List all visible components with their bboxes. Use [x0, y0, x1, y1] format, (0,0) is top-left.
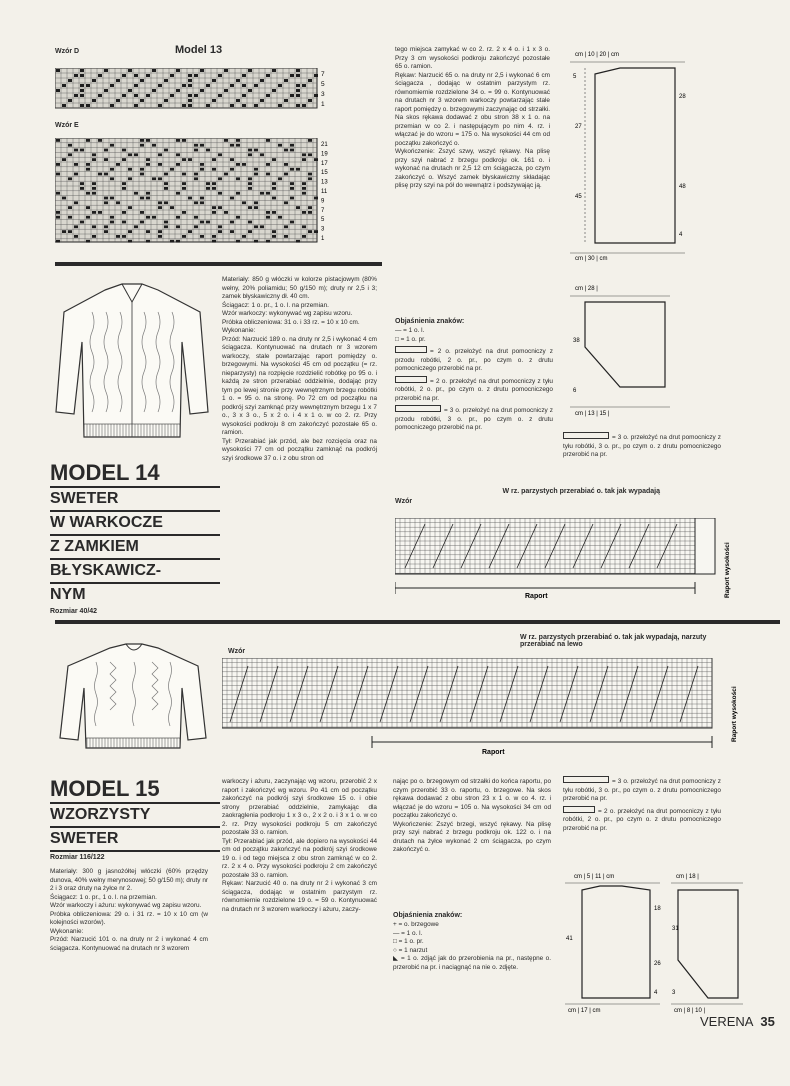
model-14-legend	[395, 318, 553, 433]
model-14-sweater-illustration	[50, 272, 210, 452]
model-15-legend	[393, 912, 551, 972]
wzor-d-label: Wzór D	[55, 48, 80, 55]
legend-item: ◣ = 1 o. zdjąć jak do przerobienia na pr., następne o. przerobić na pr. i naciągnąć na nie o. zdjęte.	[393, 955, 551, 971]
svg-text:38: 38	[573, 338, 580, 344]
svg-text:6: 6	[573, 388, 577, 394]
model-14-title-line1: SWETER	[50, 490, 119, 507]
magazine-brand: VERENA	[700, 1014, 753, 1029]
model-15-stitch-chart	[222, 658, 762, 760]
svg-text:1: 1	[321, 236, 325, 242]
svg-text:Raport: Raport	[482, 749, 505, 756]
model-15-instructions: warkoczy i ażuru, zaczynając wg wzoru, przerobić 2 x raport i zakończyć wg wzoru. Po 41 cm od początku zakończyć na podkrój szyi środkowe 15 o. i obie strony przerabiać oddzielnie, zamykając dla zaokrąglenia podkroju 1 x 3 o., 2 x 2 o. i 3 x 1 o. w co 2. rz. Przy wysokości podkroju 5 cm zakończyć pozostałe 33 o. ramion. Tył: Przerabiać jak przód, ale dopiero na wysokości 44 cm od początku zakończyć na podkrój szyi środkowe 19 o. i od tego miejsca z obu stron zamknąć w co 2. rz. 2 x 4 o. Przy wysokości podkroju 2 cm zakończyć pozostałe 33 o. ramion. Rękaw: Narzucić 40 o. na druty nr 2 i wykonać 3 cm ściągacza, dodając w ostatnim parzystym rz. równomiernie rozdzielone 19 o. = 59 o. Kontynuować na drutach nr 3 wzorem warkoczy i ażuru, zaczy-	[222, 778, 377, 913]
svg-text:5: 5	[573, 74, 577, 80]
model-14-title-line3: Z ZAMKIEM	[50, 538, 139, 555]
svg-text:31: 31	[672, 926, 679, 932]
footer	[700, 1014, 775, 1029]
model-15-chart-label: Wzór	[228, 648, 246, 655]
legend-title: Objaśnienia znaków:	[395, 318, 465, 325]
legend-item: = 3 o. przełożyć na drut pomocniczy z przodu robótki, 3 o. pr., po czym o. z drutu pomocniczego przerobić na pr.	[395, 407, 553, 431]
model-14-title-line2: W WARKOCZE	[50, 514, 163, 531]
legend-item: — = 1 o. l.	[395, 327, 425, 334]
wzor-e-chart	[55, 138, 340, 246]
model-15-sweater-illustration	[50, 638, 210, 758]
svg-text:Raport wysokości: Raport wysokości	[731, 686, 738, 742]
svg-text:Raport wysokości: Raport wysokości	[724, 542, 731, 598]
legend-item: — = 1 o. l.	[393, 929, 423, 937]
svg-text:cm | 30 | cm: cm | 30 | cm	[575, 256, 608, 262]
wzor-d-chart	[55, 68, 335, 110]
svg-text:cm | 17 | cm: cm | 17 | cm	[568, 1008, 601, 1014]
svg-text:cm | 18 |: cm | 18 |	[676, 874, 699, 880]
row-label: 7	[321, 71, 325, 78]
legend-item: = 2 o. przełożyć na drut pomocniczy z tyłu robótki, 2 o. pr., po czym o. z drutu pomocniczego przerobić na pr.	[563, 807, 721, 832]
svg-text:41: 41	[566, 936, 573, 942]
svg-text:13: 13	[321, 179, 328, 186]
svg-text:cm | 28 |: cm | 28 |	[575, 286, 598, 292]
svg-text:28: 28	[679, 94, 686, 100]
model-14-instructions: Materiały: 850 g włóczki w kolorze pistacjowym (80% wełny, 20% poliamidu; 50 g/150 m); druty nr 2,5 i 3; zamek błyskawiczny dł. 40 cm. Ściągacz: 1 o. pr., 1 o. l. na przemian. Wzór warkoczy: wykonywać wg zapisu wzoru. Próbka obliczeniowa: 31 o. i 33 rz. = 10 x 10 cm. Wykonanie: Przód: Narzucić 189 o. na druty nr 2,5 i wykonać 4 cm ściągacza. Kontynuować na drutach nr 3 wzorem warkoczy, stale powtarzając raport pomiędzy o. brzegowymi. Na wysokości 45 cm od początku (= rz. nieparzysty) na rozpięcie rozdzielić robótkę po 95 o. i każdą ze stron przerabiać oddzielnie, dodając przy tym po lewej stronie przy wewnętrznym brzegu robótki 1 o. = 95 o. na stronę. Po 72 cm od początku na podkrój szyi zamknąć przy wewnętrznym brzegu 1 x 7 o., 3 x 3 o., 5 x 2 o. i 4 x 1 o. w co 2. rz. Przy wysokości podkroju 8 cm zakończyć pozostałe 65 o. ramion. Tył: Przerabiać jak przód, ale bez rozcięcia oraz na wysokości 77 cm od początku zamknąć na podkrój szyi środkowe 37 o. i z obu stron od	[222, 276, 377, 462]
row-label: 3	[321, 91, 325, 98]
model-15-title-line1: WZORZYSTY	[50, 806, 151, 823]
legend-title: Objaśnienia znaków:	[393, 912, 463, 919]
legend-item: ○ = 1 narzut	[393, 946, 428, 954]
model-14-sleeve-schema	[565, 282, 685, 422]
model-14-stitch-chart	[395, 518, 755, 606]
model-15-chart-note: W rz. parzystych przerabiać o. tak jak wypadają, narzuty przerabiać na lewo	[520, 634, 707, 648]
model-15-legend-cont	[563, 776, 721, 833]
model-14-title-line5: NYM	[50, 586, 86, 603]
model-14-chart-note: W rz. parzystych przerabiać o. tak jak wypadają	[502, 488, 660, 495]
svg-text:26: 26	[654, 961, 661, 967]
svg-text:27: 27	[575, 124, 582, 130]
model-15-sleeve-schema	[668, 870, 748, 1015]
svg-text:cm | 5 | 11 | cm: cm | 5 | 11 | cm	[574, 874, 615, 880]
svg-text:Raport: Raport	[525, 593, 548, 600]
legend-item: = 2 o. przełożyć na drut pomocniczy z tyłu robótki, 2 o. pr., po czym o. z drutu pomocniczego przerobić na pr.	[395, 377, 553, 402]
svg-text:18: 18	[654, 906, 661, 912]
model-15-number: MODEL 15	[50, 776, 160, 801]
model-15-title-block	[50, 778, 220, 861]
model-14-title-block	[50, 462, 220, 615]
model-15-body-schema	[560, 870, 670, 1015]
legend-item: □ = 1 o. pr.	[395, 335, 426, 343]
svg-text:3: 3	[321, 226, 325, 233]
model-14-body-schema	[565, 48, 695, 263]
row-label: 1	[321, 101, 325, 108]
svg-text:7: 7	[321, 207, 325, 214]
model-14-size: Rozmiar 40/42	[50, 608, 98, 615]
svg-text:cm | 10 | 20 | cm: cm | 10 | 20 | cm	[575, 52, 620, 58]
model-14-number: MODEL 14	[50, 460, 160, 485]
svg-text:11: 11	[321, 189, 328, 195]
model-14-title-line4: BŁYSKAWICZ-	[50, 562, 162, 579]
wzor-e-label: Wzór E	[55, 122, 79, 129]
model-13-title: Model 13	[175, 44, 223, 56]
model-15-finishing: nając po o. brzegowym od strzałki do końca raportu, po czym przerobić 33 o. raportu, o. brzegowe. Na skos rękawa dodawać z obu stron 23 x 1 o. w co 4. rz. i włączać je do wzoru = 105 o. Na wysokości 34 cm od początku zakończyć o. Wykończenie: Zszyć brzegi, wszyć rękawy. Na plisę przy szyi nabrać z brzegu podkroju ok. 122 o. i na drutach na żyłce wykonać 2 cm ściągacza, po czym zakończyć o.	[393, 778, 551, 853]
legend-item: + = o. brzegowe	[393, 921, 439, 928]
legend-item: = 2 o. przełożyć na drut pomocniczy z przodu robótki, 2 o. pr., po czym o. z drutu pomocniczego przerobić na pr.	[395, 348, 553, 372]
model-15-materials: Materiały: 300 g jasnożółtej włóczki (60% przędzy dunova, 40% wełny merynosowej; 50 g/150 m); druty nr 2 i 3 oraz druty na żyłce nr 2. Ściągacz: 1 o. pr., 1 o. l. na przemian. Wzór warkoczy i ażuru: wykonywać wg zapisu wzoru. Próbka obliczeniowa: 29 o. i 31 rz. = 10 x 10 cm (w kolejności wzorów). Wykonanie: Przód: Narzucić 101 o. na druty nr 2 i wykonać 4 cm ściągacza. Kontynuować na drutach nr 3 wzorem	[50, 868, 208, 952]
model-14-chart-label: Wzór	[395, 498, 413, 505]
legend-item: = 3 o. przełożyć na drut pomocniczy z tyłu robótki, 3 o. pr., po czym o. z drutu pomocniczego przerobić na pr.	[563, 778, 721, 802]
model-13-continuation-text: tego miejsca zamykać w co 2. rz. 2 x 4 o. i 1 x 3 o. Przy 3 cm wysokości podkroju zakończyć pozostałe 65 o. ramion. Rękaw: Narzucić 65 o. na druty nr 2,5 i wykonać 6 cm ściągacza , dodając w ostatnim parzystym rz. równomiernie rozdzielone 34 o. = 99 o. Kontynuować na drutach nr 3 wzorem warkoczy powtarzając stale raport pomiędzy o. brzegowymi zaczynając od strzałki. Na skos rękawa dodawać z obu stron 38 x 1 o. na przemian w co 2. i następującym po nim 4. rz. i włączać je do wzoru = 175 o. Na wysokości 44 cm od początku zakończyć o. Wykończenie: Zszyć szwy, wszyć rękawy. Na plisę przy szyi nabrać z brzegu podkroju ok. 161 o. i wykonać na drutach nr 2,5 12 cm ściągacza, po czym zakończyć o. Wszyć zamek błyskawiczny składając plisę przy szyi na pół do wewnątrz i podszywając ją.	[395, 46, 550, 189]
svg-text:3: 3	[672, 990, 676, 996]
svg-text:45: 45	[575, 194, 582, 200]
row-label: 5	[321, 81, 325, 88]
svg-text:4: 4	[654, 990, 658, 996]
legend-item: □ = 1 o. pr.	[393, 938, 424, 945]
svg-text:cm | 13 | 15 |: cm | 13 | 15 |	[575, 411, 610, 417]
svg-text:5: 5	[321, 217, 325, 224]
legend-item: = 3 o. przełożyć na drut pomocniczy z tyłu robótki, 3 o. pr., po czym o. z drutu pomocniczego przerobić na pr.	[563, 434, 721, 458]
model-15-title-line2: SWETER	[50, 830, 119, 847]
svg-text:15: 15	[321, 170, 328, 177]
svg-text:9: 9	[321, 198, 325, 205]
svg-text:48: 48	[679, 184, 686, 190]
page-number: 35	[760, 1014, 775, 1029]
model-15-size: Rozmiar 116/122	[50, 854, 105, 861]
svg-text:4: 4	[679, 232, 683, 238]
svg-text:17: 17	[321, 160, 328, 167]
svg-text:cm | 8 | 10 |: cm | 8 | 10 |	[674, 1008, 706, 1014]
svg-text:19: 19	[321, 151, 328, 158]
svg-text:21: 21	[321, 142, 328, 148]
